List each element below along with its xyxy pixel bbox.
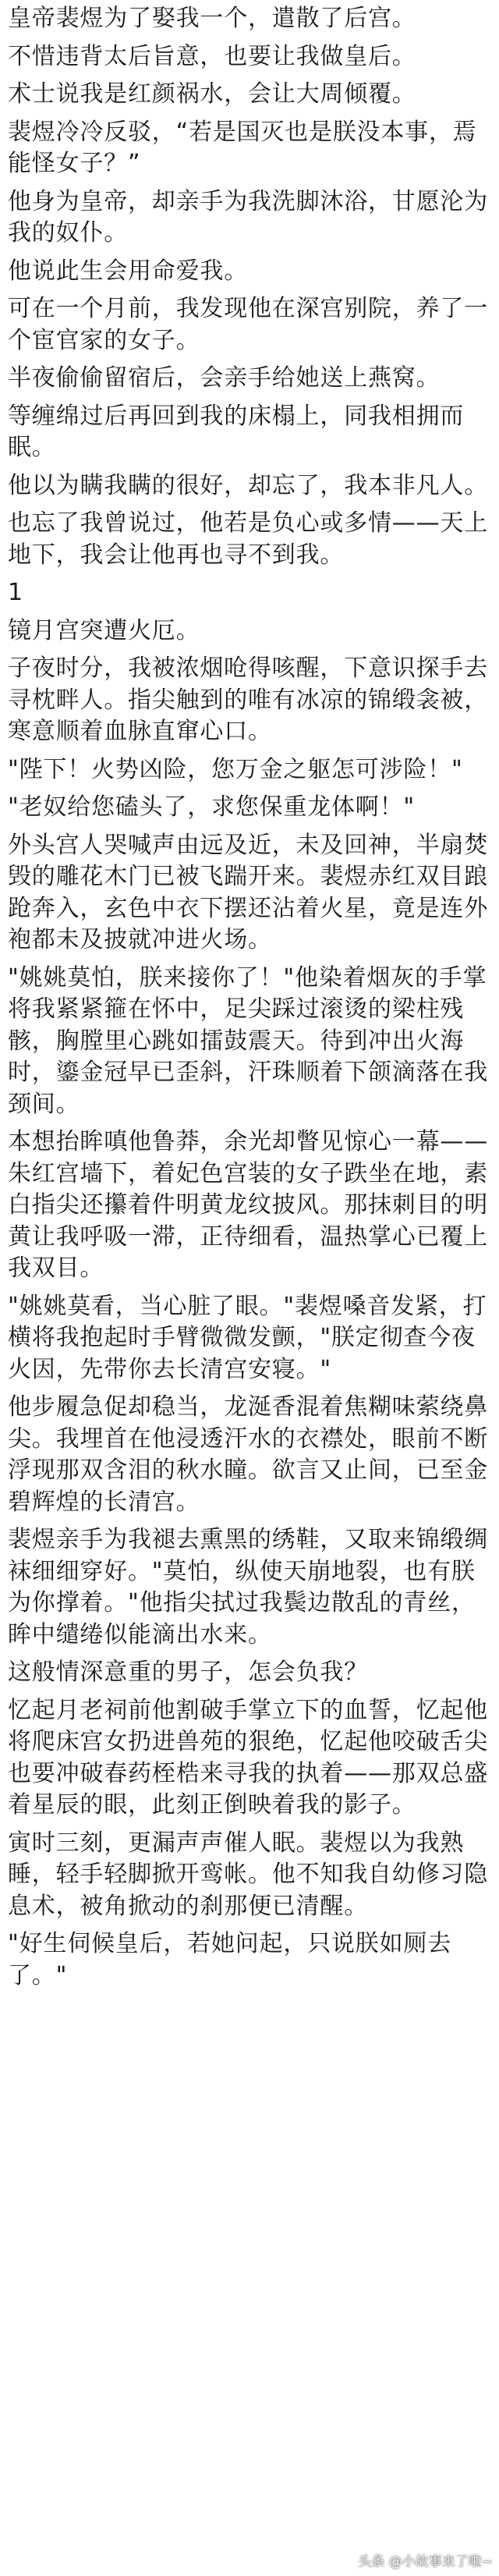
paragraph: 术士说我是红颜祸水，会让大周倾覆。: [8, 80, 416, 108]
paragraph: "姚姚莫怕，朕来接你了！"他染着烟灰的手掌将我紧紧箍在怀中，足尖踩过滚烫的梁柱残骸，胸膛里心跳如擂鼓震天。待到冲出火海时，鎏金冠早已歪斜，汗珠顺着下颌滴落在我颈间。: [8, 963, 488, 1118]
paragraph: 这般情深意重的男子，怎会负我？: [8, 1659, 368, 1686]
watermark: 头条 @小故事来了啦~: [358, 2554, 493, 2570]
paragraph: 不惜违背太后旨意，也要让我做皇后。: [8, 42, 416, 70]
paragraph: 皇帝裴煜为了娶我一个，遣散了后宫。: [8, 5, 416, 32]
paragraph: 本想抬眸嗔他鲁莽，余光却瞥见惊心一幕——朱红宫墙下，着妃色宫装的女子跌坐在地，素白指尖还攥着件明黄龙纹披风。那抹刺目的明黄让我呼吸一滞，正待细看，温热掌心已覆上我双目。: [8, 1128, 488, 1282]
paragraph: "好生伺候皇后，若她问起，只说朕如厕去了。": [8, 1930, 451, 1989]
paragraph: 他说此生会用命爱我。: [8, 257, 248, 285]
paragraph: 裴煜冷冷反驳，“若是国灭也是朕没本事，焉能怪女子？”: [8, 118, 477, 177]
paragraph: 镜月宫突遭火厄。: [8, 616, 200, 644]
paragraph: 忆起月老祠前他割破手掌立下的血誓，忆起他将爬床宫女扔进兽苑的狠绝，忆起他咬破舌尖也要冲破春药桎梏来寻我的执着——那双总盛着星辰的眼，此刻正倒映着我的影子。: [8, 1696, 488, 1818]
paragraph: 寅时三刻，更漏声声催人眠。裴煜以为我熟睡，轻手轻脚掀开鸾帐。他不知我自幼修习隐息术，被角掀动的刹那便已清醒。: [8, 1829, 488, 1920]
paragraph: 半夜偷偷留宿后，会亲手给她送上燕窝。: [8, 364, 441, 392]
paragraph: 他步履急促却稳当，龙涎香混着焦糊味萦绕鼻尖。我埋首在他浸透汗水的衣襟处，眼前不断浮现那双含泪的秋水瞳。欲言又止间，已至金碧辉煌的长清宫。: [8, 1393, 488, 1516]
paragraph: "姚姚莫看，当心脏了眼。"裴煜嗓音发紧，打横将我抱起时手臂微微发颤，"朕定彻查今夜火因，先带你去长清宫安寝。": [8, 1292, 487, 1383]
article-body: [8, 3, 488, 1998]
paragraph: 也忘了我曾说过，他若是负心或多情——天上地下，我会让他再也寻不到我。: [8, 509, 488, 569]
paragraph: 子夜时分，我被浓烟呛得咳醒，下意识探手去寻枕畔人。指尖触到的唯有冰凉的锦缎衾被，寒意顺着血脉直窜心口。: [8, 655, 488, 745]
paragraph: 可在一个月前，我发现他在深宫别院，养了一个宦官家的女子。: [8, 295, 488, 354]
paragraph: 外头宫人哭喊声由远及近，未及回神，半扇焚毁的雕花木门已被飞踹开来。裴煜赤红双目踉跄奔入，玄色中衣下摆还沾着火星，竟是连外袍都未及披就冲进火场。: [8, 831, 488, 953]
paragraph: 他身为皇帝，却亲手为我洗脚沐浴，甘愿沦为我的奴仆。: [8, 187, 488, 247]
paragraph: "老奴给您磕头了，求您保重龙体啊！": [8, 793, 415, 821]
paragraph: 他以为瞒我瞒的很好，却忘了，我本非凡人。: [8, 471, 488, 499]
chapter-number: 1: [8, 579, 23, 606]
paragraph: 裴煜亲手为我褪去熏黑的绣鞋，又取来锦缎绸袜细细穿好。"莫怕，纵使天崩地裂，也有朕为你撑着。"他指尖拭过我鬓边散乱的青丝，眸中缱绻似能滴出水来。: [8, 1526, 488, 1648]
paragraph: "陛下！火势凶险，您万金之躯怎可涉险！": [8, 755, 463, 783]
paragraph: 等缠绵过后再回到我的床榻上，同我相拥而眠。: [8, 402, 465, 461]
